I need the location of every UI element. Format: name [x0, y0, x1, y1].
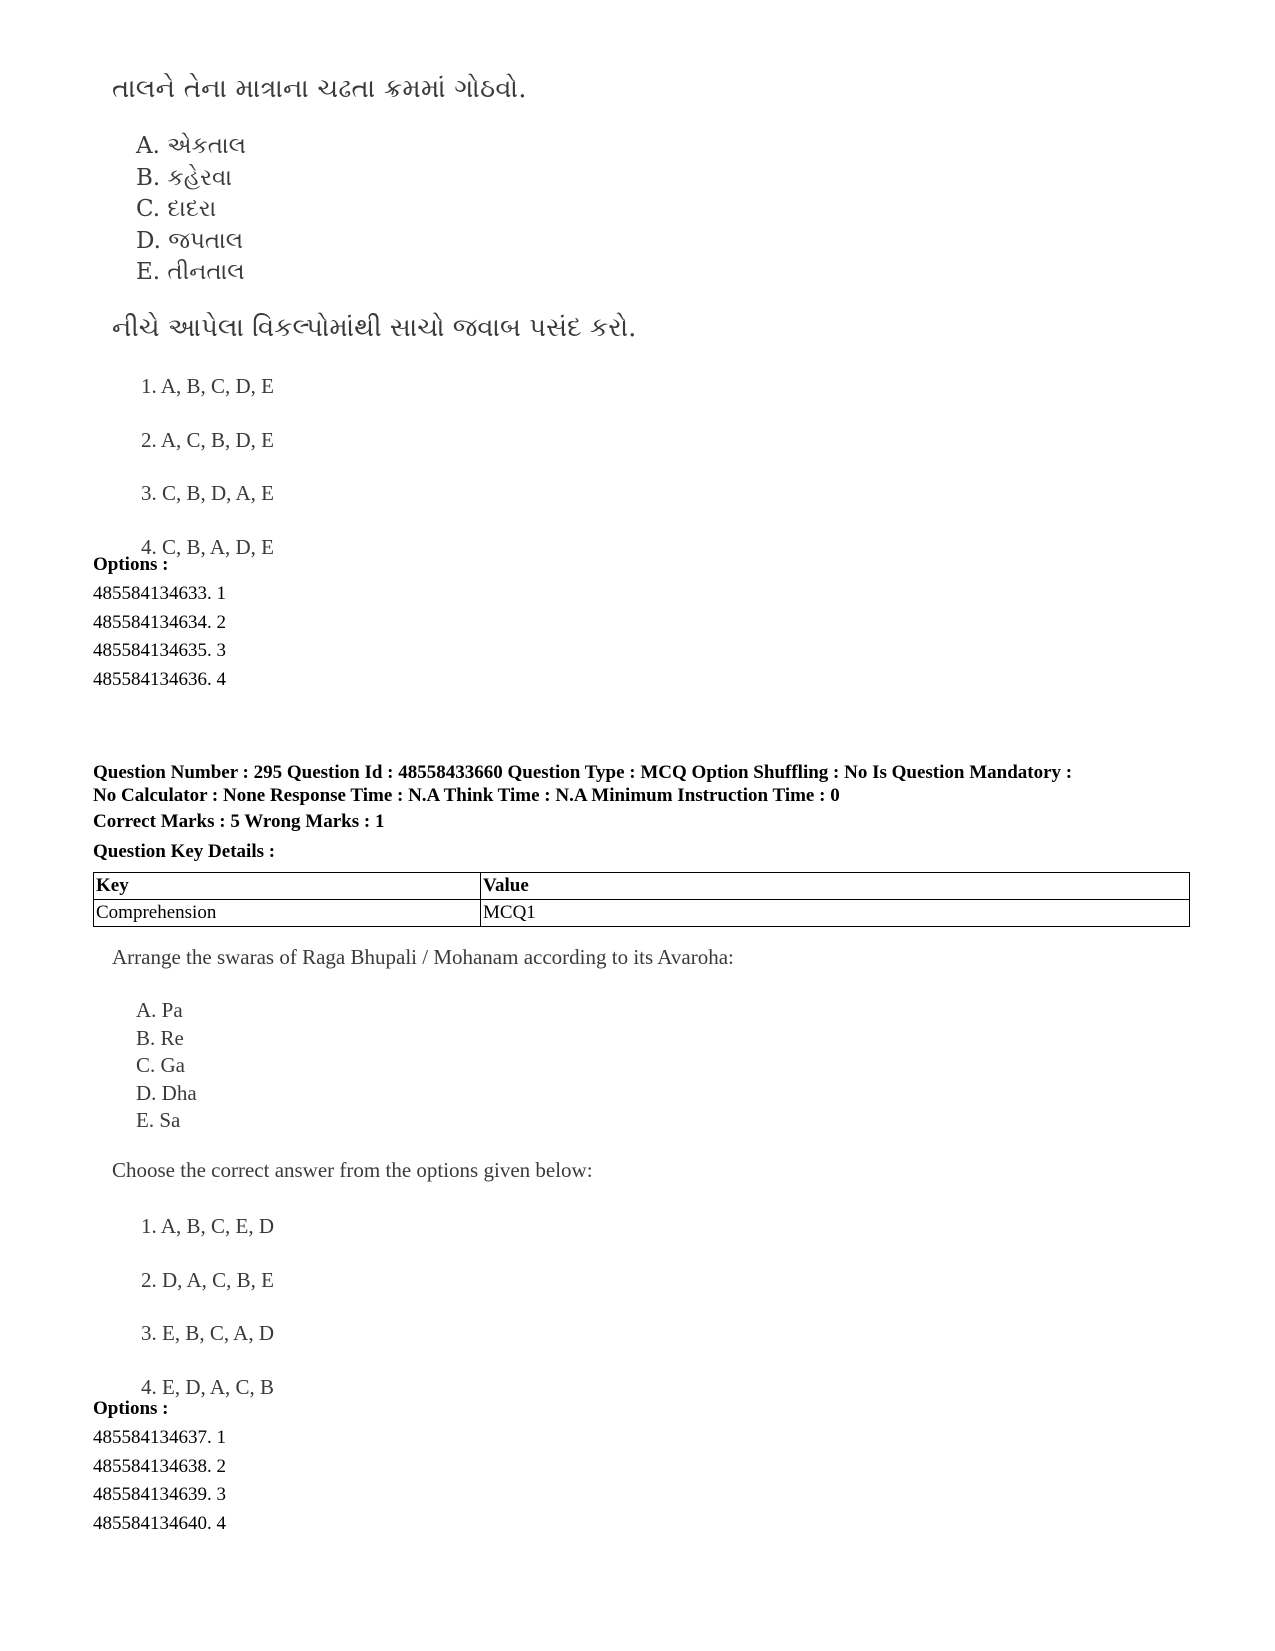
table-header-key: Key: [94, 873, 481, 900]
statement-item: B. કહેરવા: [136, 164, 232, 191]
answer-choice: 3. C, B, D, A, E: [141, 481, 275, 505]
table-header-row: [94, 873, 1190, 900]
option-id-item: 485584134637. 1: [93, 1427, 226, 1448]
marks-line: Correct Marks : 5 Wrong Marks : 1: [93, 811, 385, 832]
table-row: [94, 900, 1190, 927]
option-id-item: 485584134636. 4: [93, 668, 226, 690]
table-cell-key: Comprehension: [94, 900, 481, 927]
option-id-item: 485584134640. 4: [93, 1512, 226, 1534]
statement-item: C. દાદરા: [136, 196, 217, 222]
answer-choice: 2. D, A, C, B, E: [141, 1267, 275, 1292]
statement-item: C. Ga: [136, 1053, 185, 1077]
answer-choice: 1. A, B, C, E, D: [141, 1214, 275, 1238]
answer-choice: 4. C, B, A, D, E: [141, 534, 275, 559]
key-details-heading: Question Key Details :: [93, 841, 276, 862]
question-stem: Arrange the swaras of Raga Bhupali / Mohanam according to its Avaroha:: [112, 945, 734, 969]
question-stem: તાલને તેના માત્રાના ચઢતા ક્રમમાં ગોઠવો.: [112, 74, 527, 104]
key-details-table: [93, 872, 1190, 927]
answer-choice: 4. E, D, A, C, B: [141, 1374, 275, 1399]
options-heading: Options :: [93, 554, 169, 575]
option-id-list: [93, 580, 226, 694]
option-id-item: 485584134638. 2: [93, 1455, 226, 1477]
table-header-value: Value: [481, 873, 1190, 900]
question-instruction: નીચે આપેલા વિકલ્પોમાંથી સાચો જવાબ પસંદ કરો.: [112, 313, 637, 343]
statement-item: E. તીનતાલ: [136, 259, 245, 285]
options-heading: Options :: [93, 1398, 169, 1419]
answer-choice: 1. A, B, C, D, E: [141, 374, 275, 398]
statement-item: D. Dha: [136, 1080, 197, 1105]
table-cell-value: MCQ1: [481, 900, 1190, 927]
option-id-item: 485584134634. 2: [93, 611, 226, 633]
option-id-item: 485584134633. 1: [93, 583, 226, 604]
question-meta-line: Question Number : 295 Question Id : 48558433660 Question Type : MCQ Option Shuffling : No Is Question Mandatory :: [93, 762, 1073, 783]
statement-item: D. જપતાલ: [136, 227, 244, 254]
option-id-item: 485584134639. 3: [93, 1484, 226, 1506]
question-meta-line: No Calculator : None Response Time : N.A Think Time : N.A Minimum Instruction Time : 0: [93, 785, 840, 806]
statement-list: [136, 997, 197, 1135]
statement-item: A. એકતાલ: [136, 133, 247, 159]
question-meta: [93, 761, 1193, 807]
option-id-list: [93, 1424, 226, 1538]
answer-choice: 3. E, B, C, A, D: [141, 1321, 275, 1345]
answer-choice-list: [141, 1212, 274, 1426]
statement-list: [136, 131, 246, 289]
question-instruction: Choose the correct answer from the options given below:: [112, 1158, 593, 1182]
answer-choice: 2. A, C, B, D, E: [141, 427, 275, 452]
option-id-item: 485584134635. 3: [93, 640, 226, 662]
statement-item: E. Sa: [136, 1108, 181, 1132]
statement-item: B. Re: [136, 1025, 184, 1050]
statement-item: A. Pa: [136, 998, 183, 1022]
